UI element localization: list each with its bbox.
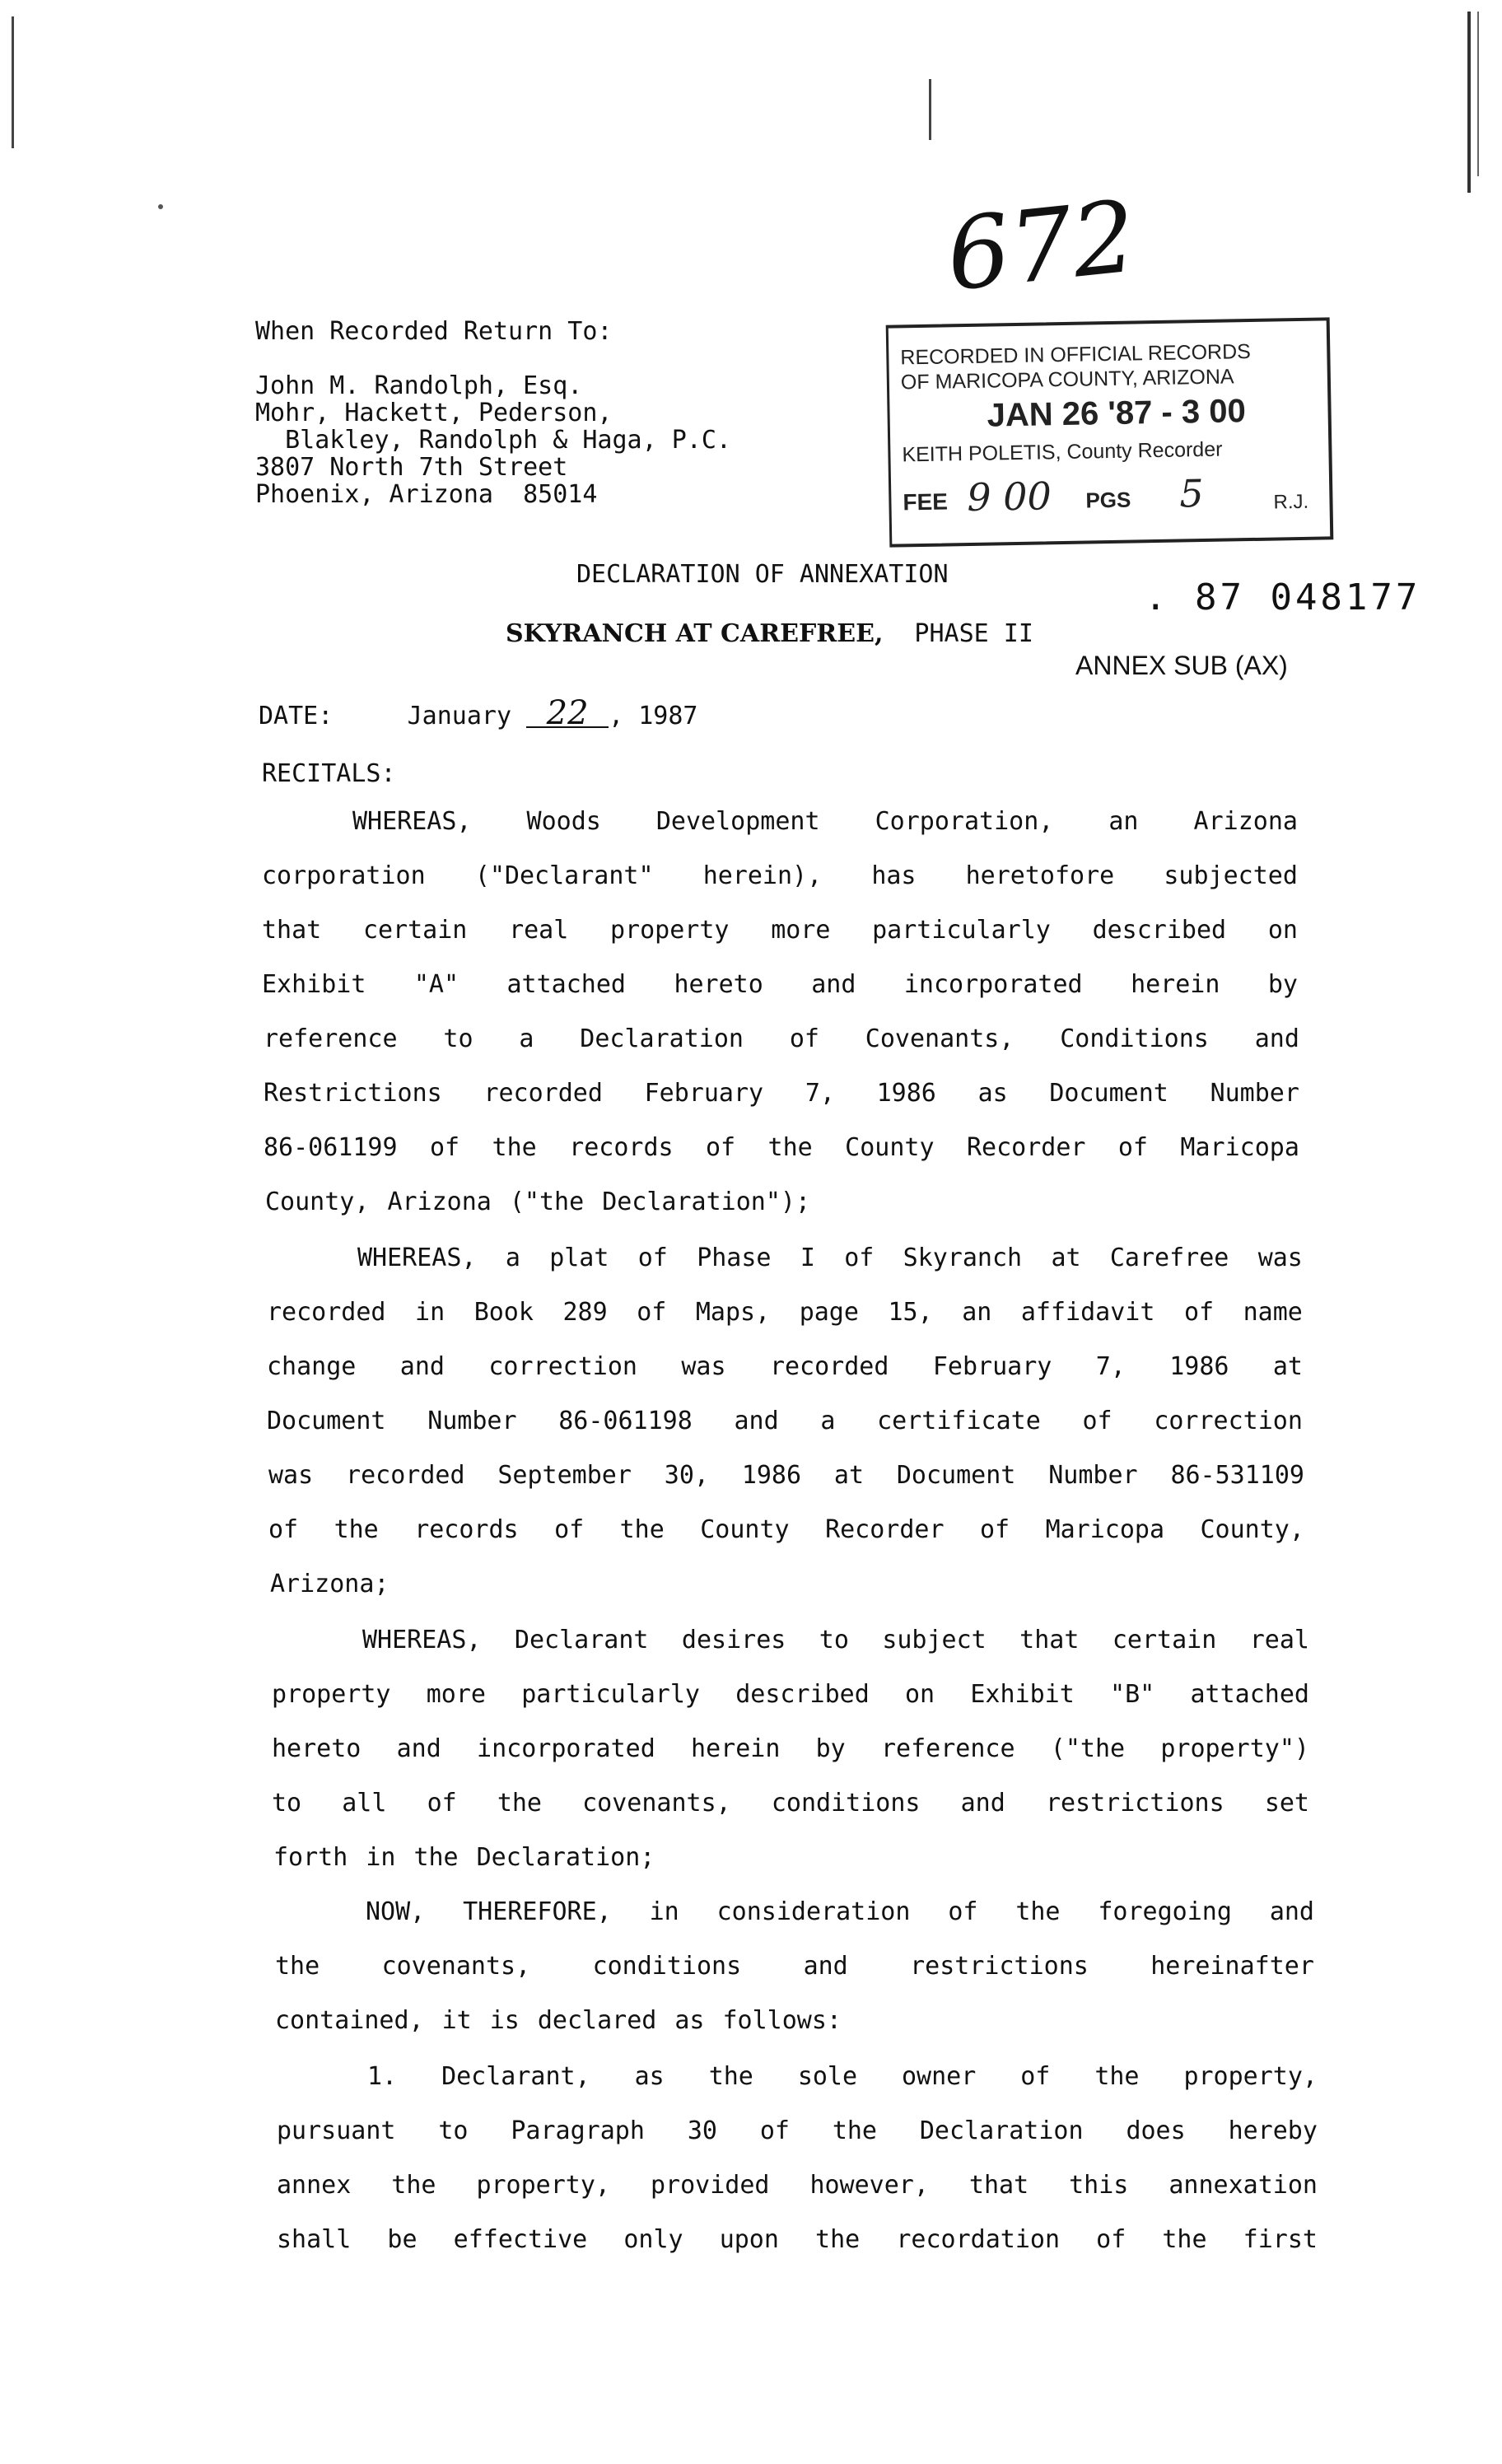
recitals-label: RECITALS:	[262, 759, 396, 788]
stamp-date: JAN 26 '87 - 3 00	[987, 393, 1247, 434]
document-title: DECLARATION OF ANNEXATION	[576, 560, 949, 589]
body-line: WHEREAS, Declarant desires to subject that certain real	[362, 1626, 1309, 1654]
body-line: 1. Declarant, as the sole owner of the property,	[367, 2062, 1318, 2091]
body-line: the covenants, conditions and restrictions hereinafter	[275, 1952, 1314, 1981]
document-subtitle	[506, 619, 1033, 648]
body-line: County, Arizona ("the Declaration");	[265, 1188, 811, 1216]
recording-stamp	[886, 317, 1334, 547]
body-line: reference to a Declaration of Covenants, Conditions and	[264, 1024, 1299, 1053]
return-to-line: John M. Randolph, Esq.	[255, 371, 583, 400]
return-to-line: Mohr, Hackett, Pederson,	[255, 399, 613, 427]
return-to-line: Blakley, Randolph & Haga, P.C.	[255, 426, 731, 455]
body-line: Restrictions recorded February 7, 1986 as Document Number	[264, 1079, 1299, 1108]
date-month: January	[407, 702, 512, 730]
annex-code: ANNEX SUB (AX)	[1075, 651, 1288, 680]
body-line: pursuant to Paragraph 30 of the Declaration does hereby	[277, 2116, 1318, 2145]
body-line: shall be effective only upon the recordation of the first	[277, 2225, 1318, 2254]
return-to-heading: When Recorded Return To:	[255, 317, 613, 346]
body-line: to all of the covenants, conditions and restrictions set	[272, 1789, 1309, 1818]
body-line: was recorded September 30, 1986 at Document Number 86-531109	[268, 1461, 1304, 1490]
body-line: Exhibit "A" attached hereto and incorporated herein by	[262, 970, 1298, 999]
body-line: Arizona;	[270, 1570, 389, 1598]
document-number: . 87 048177	[1145, 576, 1421, 618]
body-line: recorded in Book 289 of Maps, page 15, an affidavit of name	[267, 1298, 1303, 1327]
scan-edge-top-mark	[929, 79, 931, 140]
body-line: that certain real property more particularly described on	[262, 916, 1298, 945]
handwritten-page-number: 672	[941, 180, 1141, 314]
return-to-line: Phoenix, Arizona 85014	[255, 480, 598, 509]
body-line: contained, it is declared as follows:	[275, 2006, 842, 2035]
date-year: , 1987	[609, 702, 698, 730]
stamp-pgs-label: PGS	[1085, 487, 1131, 513]
stamp-pgs-value: 5	[1178, 471, 1205, 516]
stamp-line-1: RECORDED IN OFFICIAL RECORDS	[900, 339, 1252, 370]
scan-dot	[158, 204, 163, 209]
scan-edge-right-2	[1477, 12, 1479, 176]
stamp-initials: R.J.	[1273, 490, 1309, 514]
date-day: 22	[526, 700, 609, 728]
scan-edge-right	[1467, 12, 1471, 193]
stamp-fee-value: 9 00	[966, 474, 1052, 520]
body-line: hereto and incorporated herein by reference ("the property")	[272, 1734, 1309, 1763]
subtitle-phase: PHASE II	[914, 619, 1033, 648]
body-line: change and correction was recorded February 7, 1986 at	[267, 1352, 1303, 1381]
body-line: property more particularly described on Exhibit "B" attached	[272, 1680, 1309, 1709]
scan-edge-left	[12, 16, 14, 148]
stamp-line-2: OF MARICOPA COUNTY, ARIZONA	[900, 365, 1234, 394]
subtitle-name: SKYRANCH AT CAREFREE,	[506, 619, 884, 648]
body-line: of the records of the County Recorder of Maricopa County,	[268, 1515, 1304, 1544]
date-line	[259, 694, 698, 732]
body-line: corporation ("Declarant" herein), has heretofore subjected	[262, 861, 1298, 890]
date-label: DATE:	[259, 702, 334, 730]
body-line: annex the property, provided however, that this annexation	[277, 2171, 1318, 2200]
return-to-line: 3807 North 7th Street	[255, 453, 568, 482]
body-line: Document Number 86-061198 and a certificate of correction	[267, 1407, 1303, 1435]
stamp-fee-label: FEE	[903, 488, 949, 516]
stamp-recorder: KEITH POLETIS, County Recorder	[902, 437, 1223, 467]
return-to-block	[255, 318, 731, 508]
body-line: WHEREAS, a plat of Phase I of Skyranch at Carefree was	[357, 1244, 1303, 1272]
body-line: NOW, THEREFORE, in consideration of the foregoing and	[366, 1897, 1314, 1926]
body-line: WHEREAS, Woods Development Corporation, an Arizona	[352, 807, 1298, 836]
body-line: forth in the Declaration;	[273, 1843, 655, 1872]
body-line: 86-061199 of the records of the County Recorder of Maricopa	[264, 1133, 1299, 1162]
